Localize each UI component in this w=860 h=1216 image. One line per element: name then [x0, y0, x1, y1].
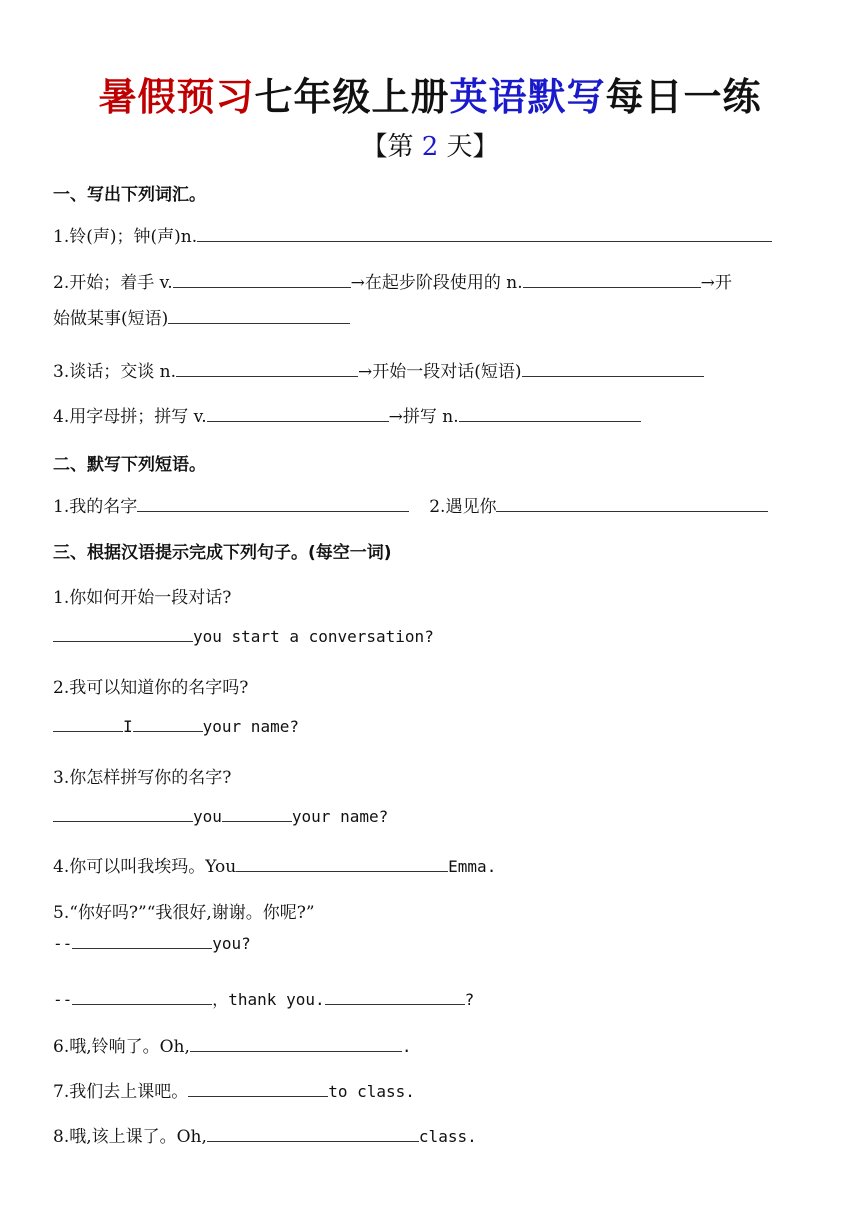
- sentence-text: ，thank you.: [212, 990, 325, 1009]
- answer-blank[interactable]: [207, 407, 389, 422]
- answer-blank[interactable]: [523, 273, 701, 288]
- vocab-item-4: [53, 402, 641, 427]
- vocab-prompt: 3.谈话；交谈 n.: [53, 362, 176, 382]
- vocab-item-1: [53, 222, 772, 247]
- vocab-prompt: →开始一段对话(短语): [357, 362, 522, 382]
- sentence-text: I: [123, 717, 133, 736]
- answer-blank[interactable]: [133, 717, 203, 732]
- day-number: 2: [421, 132, 439, 162]
- sentence-text: class.: [418, 1127, 477, 1146]
- answer-blank[interactable]: [176, 362, 358, 377]
- sentence-1-chinese: 1.你如何开始一段对话?: [53, 588, 232, 608]
- answer-blank[interactable]: [72, 934, 212, 949]
- sentence-8: [53, 1122, 477, 1147]
- vocab-prompt: 2.开始；着手 v.: [53, 273, 173, 293]
- sentence-text: 7.我们去上课吧。: [53, 1082, 189, 1102]
- answer-blank[interactable]: [236, 857, 448, 872]
- sentence-text: ?: [464, 990, 475, 1009]
- vocab-item-3: [53, 357, 704, 382]
- answer-blank[interactable]: [197, 227, 772, 242]
- sentence-text: you: [193, 807, 222, 826]
- answer-blank[interactable]: [459, 407, 641, 422]
- answer-blank[interactable]: [222, 807, 292, 822]
- phrase-row: [53, 492, 768, 517]
- sentence-text: 6.哦,铃响了。Oh,: [53, 1037, 190, 1057]
- sentence-5-line-1: [53, 934, 251, 954]
- dash-mark: --: [53, 990, 73, 1009]
- sentence-text: your name?: [202, 717, 299, 736]
- section-phrases-heading: 二、默写下列短语。: [53, 455, 206, 475]
- vocab-prompt: →在起步阶段使用的 n.: [350, 273, 523, 293]
- vocab-item-2-cont: [53, 304, 350, 329]
- answer-blank[interactable]: [137, 497, 409, 512]
- vocab-prompt: 始做某事(短语): [53, 309, 169, 329]
- vocab-prompt: 4.用字母拼；拼写 v.: [53, 407, 207, 427]
- answer-blank[interactable]: [72, 990, 212, 1005]
- section-vocab-heading: 一、写出下列词汇。: [53, 185, 206, 205]
- dash-mark: --: [53, 934, 73, 953]
- sentence-text: 4.你可以叫我埃玛。You: [53, 857, 237, 877]
- sentence-text: .: [401, 1037, 412, 1056]
- answer-blank[interactable]: [53, 627, 193, 642]
- answer-blank[interactable]: [207, 1127, 419, 1142]
- answer-blank[interactable]: [190, 1037, 402, 1052]
- answer-blank[interactable]: [53, 807, 193, 822]
- answer-blank[interactable]: [53, 717, 123, 732]
- sentence-text: you start a conversation?: [193, 627, 434, 646]
- answer-blank[interactable]: [522, 362, 704, 377]
- vocab-prompt: →拼写 n.: [388, 407, 459, 427]
- sentence-3-english: [53, 807, 388, 827]
- title-part-daily: 每日一练: [605, 74, 762, 119]
- section-sentences-heading: 三、根据汉语提示完成下列句子。(每空一词): [53, 543, 392, 563]
- sentence-3-chinese: 3.你怎样拼写你的名字?: [53, 768, 232, 788]
- sentence-5-chinese: 5.“你好吗?”“我很好,谢谢。你呢?”: [53, 903, 315, 923]
- sentence-text: you?: [212, 934, 251, 953]
- answer-blank[interactable]: [325, 990, 465, 1005]
- sentence-text: 8.哦,该上课了。Oh,: [53, 1127, 207, 1147]
- phrase-prompt-1: 1.我的名字: [53, 497, 138, 517]
- sentence-2-chinese: 2.我可以知道你的名字吗?: [53, 678, 249, 698]
- sentence-text: Emma.: [448, 857, 497, 876]
- answer-blank[interactable]: [168, 309, 350, 324]
- answer-blank[interactable]: [188, 1082, 328, 1097]
- subtitle-open: 【第: [361, 132, 414, 162]
- sentence-7: [53, 1077, 415, 1102]
- sentence-5-line-2: [53, 987, 474, 1010]
- page-title: [0, 66, 860, 121]
- vocab-item-2: [53, 268, 732, 293]
- answer-blank[interactable]: [173, 273, 351, 288]
- vocab-prompt: 1.铃(声)；钟(声)n.: [53, 227, 198, 247]
- sentence-2-english: [53, 717, 299, 737]
- subtitle-close: 天】: [446, 132, 499, 162]
- title-part-preview: 暑假预习: [98, 74, 255, 119]
- sentence-text: your name?: [291, 807, 389, 826]
- vocab-prompt: →开: [700, 273, 732, 293]
- day-subtitle: [0, 126, 860, 163]
- sentence-text: to class.: [328, 1082, 415, 1101]
- sentence-1-english: [53, 627, 434, 647]
- title-part-dictation: 英语默写: [449, 74, 606, 119]
- phrase-prompt-2: 2.遇见你: [429, 497, 497, 517]
- title-part-grade: 七年级上册: [254, 74, 450, 119]
- answer-blank[interactable]: [496, 497, 768, 512]
- sentence-4: [53, 852, 496, 877]
- sentence-6: [53, 1032, 412, 1057]
